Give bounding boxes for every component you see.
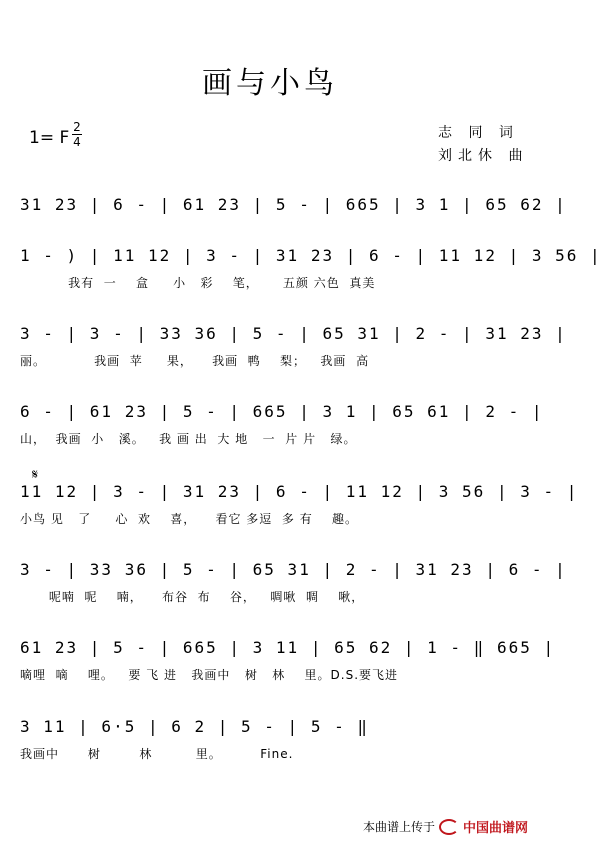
score-line-4-lyrics: 山， 我画 小 溪。 我 画 出 大 地 一 片 片 绿。: [20, 432, 357, 446]
score-line-5-lyrics: 小鸟 见 了 心 欢 喜， 看它 多逗 多 有 趣。: [20, 512, 358, 526]
time-top: 2: [73, 120, 81, 134]
site-logo-icon: [439, 819, 459, 835]
song-title: 画与小鸟: [202, 66, 338, 101]
site-name[interactable]: 中国曲谱网: [462, 821, 528, 836]
segno-sign: 𝄋: [32, 467, 39, 483]
score-line-2-notes: 1 - ) | 11 12 | 3 - | 31 23 | 6 - | 11 12 | 3 56 |: [20, 246, 602, 265]
score-line-8-notes: 3 11 | 6·5 | 6 2 | 5 - | 5 - ‖: [20, 717, 369, 736]
score-line-5-notes: 11 12 | 3 - | 31 23 | 6 - | 11 12 | 3 56 | 3 - |: [20, 482, 579, 501]
score-line-7-lyrics: 嘀哩 嘀 哩。 要 飞 进 我画中 树 林 里。D.S.要飞进: [20, 668, 399, 682]
composer-credit: 刘北休 曲: [438, 148, 529, 164]
score-line-6-lyrics: 呢喃 呢 喃， 布谷 布 谷， 啁啾 啁 啾，: [20, 590, 365, 604]
score-line-3-notes: 3 - | 3 - | 33 36 | 5 - | 65 31 | 2 - | 31 23 |: [20, 324, 567, 343]
time-bottom: 4: [73, 135, 81, 149]
score-line-7-notes: 61 23 | 5 - | 665 | 3 11 | 65 62 | 1 - ‖ 665 |: [20, 638, 556, 657]
key-signature: 1= F: [29, 128, 70, 148]
score-line-2-lyrics: 我有 一 盒 小 彩 笔， 五颜 六色 真美: [20, 276, 376, 290]
score-line-3-lyrics: 丽。 我画 苹 果， 我画 鸭 梨； 我画 高: [20, 354, 370, 368]
score-line-8-lyrics: 我画中 树 林 里。 Fine.: [20, 747, 294, 761]
footer-text: 本曲谱上传于: [362, 820, 435, 834]
score-line-1-notes: 31 23 | 6 - | 61 23 | 5 - | 665 | 3 1 | 65 62 |: [20, 195, 567, 214]
score-line-6-notes: 3 - | 33 36 | 5 - | 65 31 | 2 - | 31 23 | 6 - |: [20, 560, 567, 579]
lyricist-credit: 志 同 词: [438, 125, 519, 141]
footer: [363, 817, 528, 836]
score-line-4-notes: 6 - | 61 23 | 5 - | 665 | 3 1 | 65 61 | 2 - |: [20, 402, 544, 421]
